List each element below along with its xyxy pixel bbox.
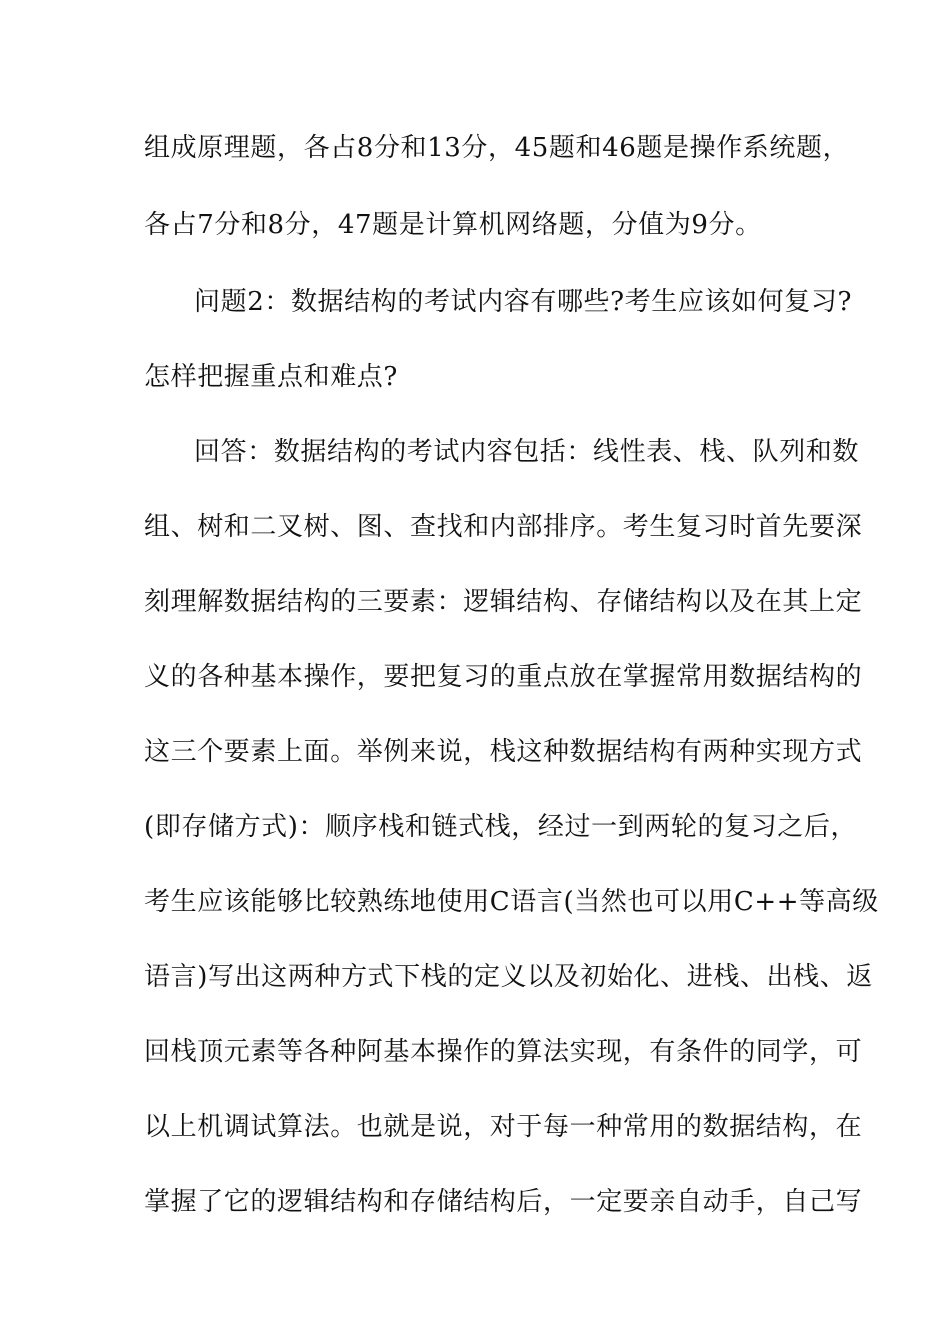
text-line: (即存储方式)：顺序栈和链式栈，经过一到两轮的复习之后， (144, 812, 858, 842)
text-line: 义的各种基本操作，要把复习的重点放在掌握常用数据结构的 (144, 662, 863, 692)
text-line: 考生应该能够比较熟练地使用C语言(当然也可以用C++等高级 (144, 887, 879, 917)
text-line: 各占7分和8分，47题是计算机网络题，分值为9分。 (144, 210, 762, 240)
text-line: 刻理解数据结构的三要素：逻辑结构、存储结构以及在其上定 (144, 587, 863, 617)
text-line: 掌握了它的逻辑结构和存储结构后，一定要亲自动手，自己写 (144, 1187, 863, 1217)
text-line: 组、树和二叉树、图、查找和内部排序。考生复习时首先要深 (144, 512, 863, 542)
text-line: 回栈顶元素等各种阿基本操作的算法实现，有条件的同学，可 (144, 1037, 863, 1067)
text-line: 这三个要素上面。举例来说，栈这种数据结构有两种实现方式 (144, 737, 863, 767)
question-heading: 问题2：数据结构的考试内容有哪些?考生应该如何复习? (194, 287, 853, 317)
text-line: 以上机调试算法。也就是说，对于每一种常用的数据结构，在 (144, 1112, 863, 1142)
text-line: 组成原理题，各占8分和13分，45题和46题是操作系统题， (144, 133, 850, 163)
text-line: 怎样把握重点和难点? (144, 362, 398, 392)
text-line: 语言)写出这两种方式下栈的定义以及初始化、进栈、出栈、返 (144, 962, 873, 992)
answer-paragraph-start: 回答：数据结构的考试内容包括：线性表、栈、队列和数 (194, 437, 860, 467)
